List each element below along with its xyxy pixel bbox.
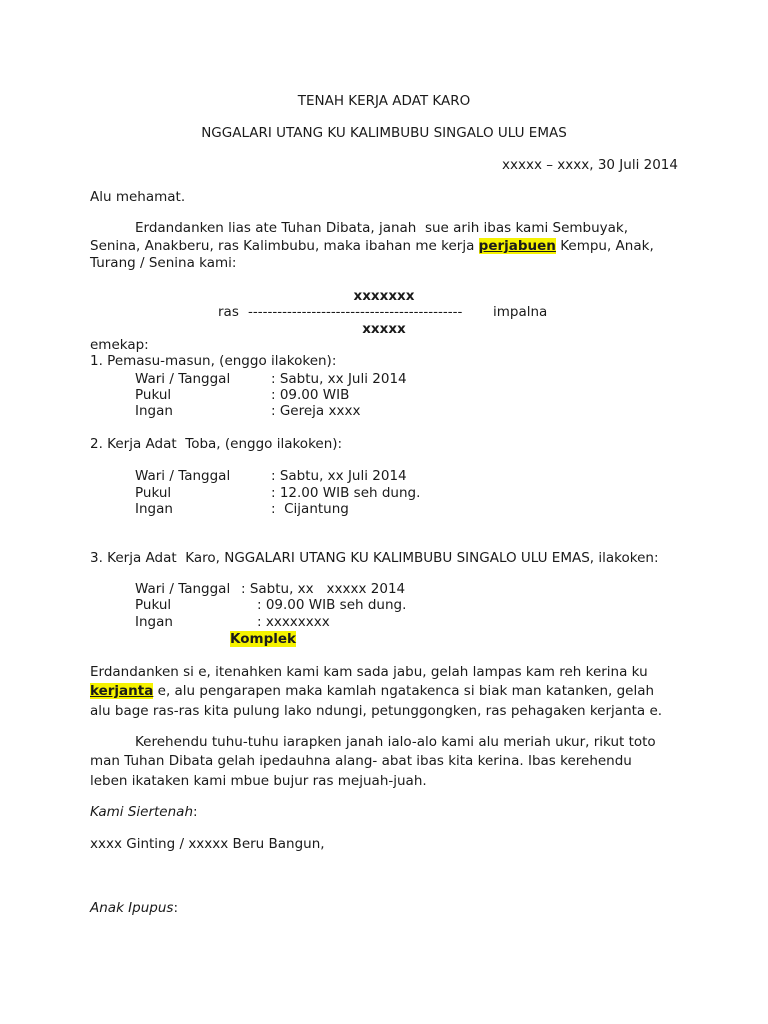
event3-place-value: : xxxxxxxx [257, 614, 330, 630]
event3-day-label: Wari / Tanggal [135, 581, 231, 597]
event2-time-value: : 12.00 WIB seh dung. [271, 485, 421, 501]
anak-ipupus-label: Anak Ipupus [90, 900, 174, 916]
event3-place-note [230, 631, 296, 648]
event2-place-label: Ingan [135, 501, 173, 517]
document-title: TENAH KERJA ADAT KARO [297, 93, 471, 109]
intro-line-2-text: Senina, Anakberu, ras Kalimbubu, maka ibahan me kerja [90, 238, 479, 254]
intro-line-1: Erdandanken lias ate Tuhan Dibata, janah sue arih ibas kami Sembuyak, [135, 220, 629, 236]
highlight-komplek: Komplek [230, 631, 296, 647]
para2-line-2-tail: e, alu pengarapen maka kamlah ngatakenca si biak man katanken, gelah [153, 683, 655, 699]
date-line: xxxxx – xxxx, 30 Juli 2014 [502, 157, 678, 173]
anak-ipupus [90, 900, 178, 917]
highlight-perjabuen: perjabuen [478, 238, 556, 254]
event1-time-value: : 09.00 WIB [271, 387, 350, 403]
event3-time-value: : 09.00 WIB seh dung. [257, 597, 407, 613]
para2-line-3: alu bage ras-ras kita pulung lako ndungi, petunggongken, ras pehagaken kerjanta e. [90, 703, 663, 719]
para3-line-3: leben ikataken kami mbue bujur ras mejuah-juah. [90, 773, 427, 789]
event2-time-label: Pukul [135, 485, 172, 501]
bride-name: xxxxx [362, 321, 406, 337]
event1-place-value: : Gereja xxxx [271, 403, 361, 419]
event1-day-value: : Sabtu, xx Juli 2014 [271, 371, 407, 387]
intro-line-3: Turang / Senina kami: [90, 255, 237, 271]
event2-place-value: : Cijantung [271, 501, 349, 517]
event2-day-label: Wari / Tanggal [135, 468, 231, 484]
event2-day-value: : Sabtu, xx Juli 2014 [271, 468, 407, 484]
event3-heading: 3. Kerja Adat Karo, NGGALARI UTANG KU KALIMBUBU SINGALO ULU EMAS, ilakoken: [90, 550, 659, 566]
highlight-kerjanta: kerjanta [90, 683, 154, 699]
para2-line-2 [90, 683, 654, 700]
document-subtitle: NGGALARI UTANG KU KALIMBUBU SINGALO ULU EMAS [201, 125, 567, 141]
intro-line-2 [90, 238, 654, 255]
couple-ras: ras [218, 304, 239, 320]
event1-heading: 1. Pemasu-masun, (enggo ilakoken): [90, 353, 337, 369]
couple-dashes: -------------------------------------------- [248, 304, 463, 320]
event1-place-label: Ingan [135, 403, 173, 419]
event3-day-value: : Sabtu, xx xxxxx 2014 [241, 581, 406, 597]
intro-line-2-tail: Kempu, Anak, [555, 238, 654, 254]
anak-ipupus-colon: : [173, 900, 179, 916]
signers: xxxx Ginting / xxxxx Beru Bangun, [90, 836, 325, 852]
groom-name: xxxxxxx [353, 288, 415, 304]
couple-impalna: impalna [493, 304, 548, 320]
event3-place-label: Ingan [135, 614, 173, 630]
signoff-label: Kami Siertenah [90, 804, 193, 820]
event1-day-label: Wari / Tanggal [135, 371, 231, 387]
para3-line-1: Kerehendu tuhu-tuhu iarapken janah ialo-alo kami alu meriah ukur, rikut toto [135, 734, 656, 750]
greeting: Alu mehamat. [90, 189, 186, 205]
event2-heading: 2. Kerja Adat Toba, (enggo ilakoken): [90, 436, 343, 452]
signoff [90, 804, 198, 821]
event3-time-label: Pukul [135, 597, 172, 613]
event1-time-label: Pukul [135, 387, 172, 403]
para2-line-1: Erdandanken si e, itenahken kami kam sada jabu, gelah lampas kam reh kerina ku [90, 664, 648, 680]
emekap-label: emekap: [90, 337, 149, 353]
signoff-colon: : [193, 804, 198, 820]
para3-line-2: man Tuhan Dibata gelah ipedauhna alang- abat ibas kita kerina. Ibas kerehendu [90, 753, 632, 769]
